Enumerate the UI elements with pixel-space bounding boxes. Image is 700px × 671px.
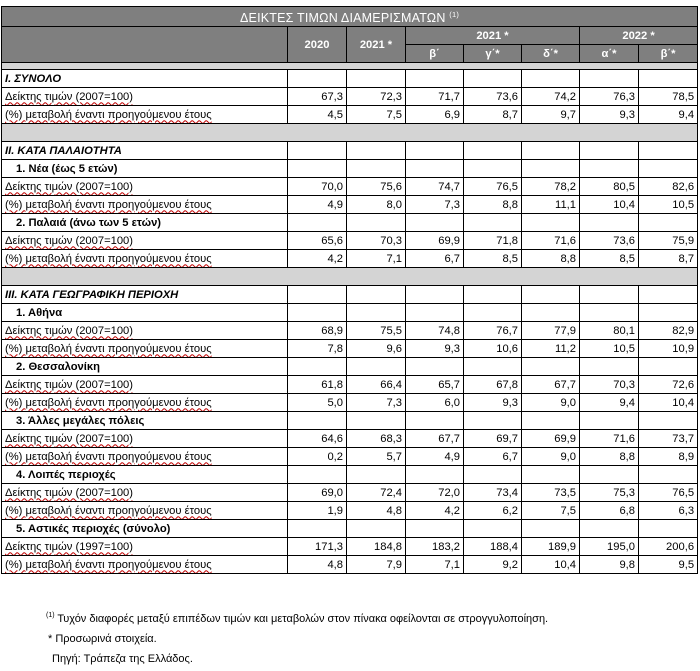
value-cell: 7,3 xyxy=(406,196,464,214)
value-cell: 76,5 xyxy=(464,178,522,196)
row-label xyxy=(2,232,288,250)
row-label-text: (%) μεταβολή έναντι προηγούμενου έτους xyxy=(5,504,212,517)
empty-cell xyxy=(639,520,698,538)
header-2020: 2020 xyxy=(288,27,347,63)
value-cell: 195,0 xyxy=(580,538,639,556)
subsection-title: 5. Αστικές περιοχές (σύνολο) xyxy=(2,520,288,538)
value-cell: 64,6 xyxy=(288,430,347,448)
header-2022-q2: β΄* xyxy=(639,45,698,63)
value-cell: 61,8 xyxy=(288,376,347,394)
value-cell: 76,7 xyxy=(464,322,522,340)
row-label xyxy=(2,322,288,340)
footnote-rounding-text: Τυχόν διαφορές μεταξύ επιπέδων τιμών και μεταβολών στον πίνακα οφείλονται σε στρογγυλοποίηση. xyxy=(57,613,549,625)
value-cell: 1,9 xyxy=(288,502,347,520)
value-cell: 4,9 xyxy=(288,196,347,214)
header-2022-q1: α΄* xyxy=(580,45,639,63)
value-cell: 82,9 xyxy=(639,322,698,340)
value-cell: 73,7 xyxy=(639,430,698,448)
value-cell: 70,0 xyxy=(288,178,347,196)
value-cell: 10,9 xyxy=(639,340,698,358)
empty-cell xyxy=(639,70,698,88)
price-index-row xyxy=(2,322,698,340)
empty-cell xyxy=(406,70,464,88)
empty-cell xyxy=(580,160,639,178)
value-cell: 5,0 xyxy=(288,394,347,412)
value-cell: 65,7 xyxy=(406,376,464,394)
value-cell: 66,4 xyxy=(347,376,406,394)
value-cell: 10,5 xyxy=(580,340,639,358)
value-cell: 74,2 xyxy=(522,88,580,106)
empty-cell xyxy=(522,70,580,88)
row-label xyxy=(2,178,288,196)
row-label xyxy=(2,430,288,448)
empty-cell xyxy=(347,304,406,322)
empty-cell xyxy=(406,520,464,538)
table-title xyxy=(2,7,698,27)
empty-cell xyxy=(464,412,522,430)
annual-change-row xyxy=(2,502,698,520)
row-label xyxy=(2,538,288,556)
value-cell: 9,3 xyxy=(406,340,464,358)
value-cell: 65,6 xyxy=(288,232,347,250)
annual-change-row xyxy=(2,448,698,466)
value-cell: 184,8 xyxy=(347,538,406,556)
value-cell: 73,6 xyxy=(580,232,639,250)
price-index-row xyxy=(2,232,698,250)
row-label-text: (%) μεταβολή έναντι προηγούμενου έτους xyxy=(5,108,212,121)
value-cell: 4,8 xyxy=(347,502,406,520)
empty-cell xyxy=(406,286,464,304)
empty-cell xyxy=(406,160,464,178)
empty-cell xyxy=(522,412,580,430)
section-spacer-cell xyxy=(2,63,698,70)
value-cell: 7,9 xyxy=(347,556,406,574)
header-row-1 xyxy=(2,27,698,45)
empty-cell xyxy=(288,466,347,484)
empty-cell xyxy=(639,160,698,178)
empty-cell xyxy=(347,358,406,376)
empty-cell xyxy=(580,304,639,322)
empty-cell xyxy=(288,358,347,376)
empty-cell xyxy=(288,412,347,430)
empty-cell xyxy=(522,358,580,376)
value-cell: 69,7 xyxy=(464,430,522,448)
row-label xyxy=(2,502,288,520)
value-cell: 71,8 xyxy=(464,232,522,250)
empty-cell xyxy=(288,160,347,178)
value-cell: 69,9 xyxy=(522,430,580,448)
row-label xyxy=(2,484,288,502)
empty-cell xyxy=(464,466,522,484)
value-cell: 72,6 xyxy=(639,376,698,394)
annual-change-row xyxy=(2,106,698,124)
value-cell: 7,5 xyxy=(347,106,406,124)
header-2021-q2: β΄ xyxy=(406,45,464,63)
empty-cell xyxy=(347,142,406,160)
value-cell: 9,0 xyxy=(522,394,580,412)
section-title: ΙΙΙ. ΚΑΤΑ ΓΕΩΓΡΑΦΙΚΗ ΠΕΡΙΟΧΗ xyxy=(2,286,288,304)
empty-cell xyxy=(347,286,406,304)
subsection-title: 2. Θεσσαλονίκη xyxy=(2,358,288,376)
empty-cell xyxy=(406,412,464,430)
empty-cell xyxy=(347,520,406,538)
empty-cell xyxy=(464,304,522,322)
header-2021-q3: γ΄* xyxy=(464,45,522,63)
value-cell: 67,3 xyxy=(288,88,347,106)
value-cell: 74,8 xyxy=(406,322,464,340)
value-cell: 75,3 xyxy=(580,484,639,502)
value-cell: 67,7 xyxy=(406,430,464,448)
row-label-text: Δείκτης τιμών (2007=100) xyxy=(5,378,134,391)
value-cell: 76,5 xyxy=(639,484,698,502)
empty-cell xyxy=(580,358,639,376)
row-label-text: (%) μεταβολή έναντι προηγούμενου έτους xyxy=(5,558,212,571)
empty-cell xyxy=(464,358,522,376)
value-cell: 10,4 xyxy=(639,394,698,412)
subsection-header-row xyxy=(2,466,698,484)
empty-cell xyxy=(406,214,464,232)
empty-cell xyxy=(639,412,698,430)
empty-cell xyxy=(288,142,347,160)
value-cell: 70,3 xyxy=(580,376,639,394)
value-cell: 4,9 xyxy=(406,448,464,466)
header-2021-q4: δ΄* xyxy=(522,45,580,63)
empty-cell xyxy=(639,214,698,232)
row-label-text: (%) μεταβολή έναντι προηγούμενου έτους xyxy=(5,198,212,211)
value-cell: 74,7 xyxy=(406,178,464,196)
empty-cell xyxy=(639,304,698,322)
row-label-text: (%) μεταβολή έναντι προηγούμενου έτους xyxy=(5,450,212,463)
value-cell: 7,1 xyxy=(406,556,464,574)
table-title-row xyxy=(2,7,698,27)
annual-change-row xyxy=(2,196,698,214)
value-cell: 7,8 xyxy=(288,340,347,358)
price-index-row xyxy=(2,430,698,448)
value-cell: 69,9 xyxy=(406,232,464,250)
empty-cell xyxy=(464,214,522,232)
value-cell: 80,1 xyxy=(580,322,639,340)
subsection-header-row xyxy=(2,412,698,430)
value-cell: 9,0 xyxy=(522,448,580,466)
subsection-header-row xyxy=(2,520,698,538)
value-cell: 200,6 xyxy=(639,538,698,556)
row-label-text: (%) μεταβολή έναντι προηγούμενου έτους xyxy=(5,252,212,265)
value-cell: 5,7 xyxy=(347,448,406,466)
section-header-row xyxy=(2,70,698,88)
value-cell: 70,3 xyxy=(347,232,406,250)
empty-cell xyxy=(406,304,464,322)
value-cell: 9,4 xyxy=(580,394,639,412)
value-cell: 183,2 xyxy=(406,538,464,556)
empty-cell xyxy=(347,160,406,178)
value-cell: 8,7 xyxy=(464,106,522,124)
annual-change-row xyxy=(2,250,698,268)
header-2021-annual: 2021 * xyxy=(347,27,406,63)
empty-cell xyxy=(406,142,464,160)
value-cell: 68,9 xyxy=(288,322,347,340)
value-cell: 73,6 xyxy=(464,88,522,106)
value-cell: 77,9 xyxy=(522,322,580,340)
empty-cell xyxy=(406,358,464,376)
section-spacer-cell xyxy=(2,268,698,286)
value-cell: 72,0 xyxy=(406,484,464,502)
value-cell: 10,4 xyxy=(522,556,580,574)
price-index-row xyxy=(2,88,698,106)
value-cell: 75,9 xyxy=(639,232,698,250)
value-cell: 9,7 xyxy=(522,106,580,124)
footnote-source: Πηγή: Τράπεζα της Ελλάδος. xyxy=(52,653,193,665)
subsection-header-row xyxy=(2,304,698,322)
value-cell: 0,2 xyxy=(288,448,347,466)
section-spacer-cell xyxy=(2,124,698,142)
value-cell: 6,2 xyxy=(464,502,522,520)
value-cell: 8,5 xyxy=(464,250,522,268)
section-header-row xyxy=(2,142,698,160)
value-cell: 7,5 xyxy=(522,502,580,520)
row-label xyxy=(2,376,288,394)
footnote-provisional: * Προσωρινά στοιχεία. xyxy=(48,633,157,645)
value-cell: 4,2 xyxy=(406,502,464,520)
row-label xyxy=(2,340,288,358)
value-cell: 8,9 xyxy=(639,448,698,466)
empty-cell xyxy=(288,70,347,88)
value-cell: 10,4 xyxy=(580,196,639,214)
empty-cell xyxy=(347,466,406,484)
empty-cell xyxy=(522,142,580,160)
empty-cell xyxy=(639,466,698,484)
empty-cell xyxy=(522,160,580,178)
value-cell: 10,5 xyxy=(639,196,698,214)
empty-cell xyxy=(522,286,580,304)
price-index-row xyxy=(2,538,698,556)
header-2021-quarters-group: 2021 * xyxy=(406,27,580,45)
value-cell: 8,0 xyxy=(347,196,406,214)
value-cell: 8,8 xyxy=(580,448,639,466)
value-cell: 8,7 xyxy=(639,250,698,268)
value-cell: 6,7 xyxy=(406,250,464,268)
value-cell: 6,9 xyxy=(406,106,464,124)
value-cell: 78,2 xyxy=(522,178,580,196)
empty-cell xyxy=(288,304,347,322)
annual-change-row xyxy=(2,394,698,412)
empty-cell xyxy=(464,520,522,538)
value-cell: 72,4 xyxy=(347,484,406,502)
empty-cell xyxy=(347,214,406,232)
value-cell: 75,5 xyxy=(347,322,406,340)
value-cell: 71,6 xyxy=(580,430,639,448)
empty-cell xyxy=(464,286,522,304)
header-2022-quarters-group: 2022 * xyxy=(580,27,698,45)
footnotes xyxy=(48,606,550,669)
value-cell: 6,3 xyxy=(639,502,698,520)
header-label-cell xyxy=(2,27,288,63)
value-cell: 67,8 xyxy=(464,376,522,394)
value-cell: 69,0 xyxy=(288,484,347,502)
value-cell: 9,2 xyxy=(464,556,522,574)
value-cell: 71,6 xyxy=(522,232,580,250)
value-cell: 8,5 xyxy=(580,250,639,268)
empty-cell xyxy=(464,70,522,88)
empty-cell xyxy=(464,142,522,160)
value-cell: 9,8 xyxy=(580,556,639,574)
row-label-text: Δείκτης τιμών (2007=100) xyxy=(5,486,134,499)
section-spacer-row xyxy=(2,63,698,70)
empty-cell xyxy=(639,358,698,376)
subsection-title: 2. Παλαιά (άνω των 5 ετών) xyxy=(2,214,288,232)
annual-change-row xyxy=(2,340,698,358)
section-title: Ι. ΣΥΝΟΛΟ xyxy=(2,70,288,88)
value-cell: 6,8 xyxy=(580,502,639,520)
value-cell: 6,7 xyxy=(464,448,522,466)
empty-cell xyxy=(406,466,464,484)
subsection-header-row xyxy=(2,160,698,178)
empty-cell xyxy=(580,142,639,160)
value-cell: 9,6 xyxy=(347,340,406,358)
section-spacer-row xyxy=(2,268,698,286)
empty-cell xyxy=(288,214,347,232)
value-cell: 73,5 xyxy=(522,484,580,502)
table-title-footnote-mark: (1) xyxy=(449,10,460,19)
value-cell: 11,1 xyxy=(522,196,580,214)
empty-cell xyxy=(580,520,639,538)
row-label xyxy=(2,106,288,124)
empty-cell xyxy=(580,214,639,232)
row-label-text: Δείκτης τιμών (2007=100) xyxy=(5,90,134,103)
empty-cell xyxy=(464,160,522,178)
section-header-row xyxy=(2,286,698,304)
row-label xyxy=(2,196,288,214)
table-title-text: ΔΕΙΚΤΕΣ ΤΙΜΩΝ ΔΙΑΜΕΡΙΣΜΑΤΩΝ xyxy=(240,11,446,25)
value-cell: 9,4 xyxy=(639,106,698,124)
section-title: ΙΙ. ΚΑΤΑ ΠΑΛΑΙΟΤΗΤΑ xyxy=(2,142,288,160)
row-label xyxy=(2,448,288,466)
empty-cell xyxy=(288,520,347,538)
value-cell: 7,1 xyxy=(347,250,406,268)
value-cell: 6,0 xyxy=(406,394,464,412)
subsection-title: 1. Νέα (έως 5 ετών) xyxy=(2,160,288,178)
value-cell: 9,3 xyxy=(580,106,639,124)
empty-cell xyxy=(580,286,639,304)
row-label xyxy=(2,556,288,574)
price-index-row xyxy=(2,376,698,394)
value-cell: 78,5 xyxy=(639,88,698,106)
row-label-text: Δείκτης τιμών (2007=100) xyxy=(5,180,134,193)
row-label xyxy=(2,88,288,106)
row-label xyxy=(2,394,288,412)
value-cell: 67,7 xyxy=(522,376,580,394)
value-cell: 9,5 xyxy=(639,556,698,574)
value-cell: 11,2 xyxy=(522,340,580,358)
empty-cell xyxy=(288,286,347,304)
empty-cell xyxy=(580,70,639,88)
empty-cell xyxy=(522,214,580,232)
empty-cell xyxy=(580,466,639,484)
empty-cell xyxy=(347,70,406,88)
subsection-header-row xyxy=(2,214,698,232)
value-cell: 9,3 xyxy=(464,394,522,412)
subsection-title: 3. Άλλες μεγάλες πόλεις xyxy=(2,412,288,430)
apartment-price-index-table xyxy=(1,6,698,574)
value-cell: 80,5 xyxy=(580,178,639,196)
row-label xyxy=(2,250,288,268)
value-cell: 189,9 xyxy=(522,538,580,556)
row-label-text: Δείκτης τιμών (2007=100) xyxy=(5,324,134,337)
empty-cell xyxy=(522,304,580,322)
row-label-text: (%) μεταβολή έναντι προηγούμενου έτους xyxy=(5,396,212,409)
value-cell: 8,8 xyxy=(464,196,522,214)
value-cell: 8,8 xyxy=(522,250,580,268)
value-cell: 68,3 xyxy=(347,430,406,448)
price-index-row xyxy=(2,178,698,196)
value-cell: 4,2 xyxy=(288,250,347,268)
value-cell: 7,3 xyxy=(347,394,406,412)
value-cell: 171,3 xyxy=(288,538,347,556)
value-cell: 76,3 xyxy=(580,88,639,106)
empty-cell xyxy=(639,286,698,304)
section-spacer-row xyxy=(2,124,698,142)
empty-cell xyxy=(580,412,639,430)
value-cell: 72,3 xyxy=(347,88,406,106)
row-label-text: Δείκτης τιμών (2007=100) xyxy=(5,432,134,445)
value-cell: 73,4 xyxy=(464,484,522,502)
empty-cell xyxy=(522,520,580,538)
price-index-row xyxy=(2,484,698,502)
value-cell: 4,5 xyxy=(288,106,347,124)
value-cell: 71,7 xyxy=(406,88,464,106)
empty-cell xyxy=(347,412,406,430)
subsection-header-row xyxy=(2,358,698,376)
subsection-title: 4. Λοιπές περιοχές xyxy=(2,466,288,484)
footnote-rounding xyxy=(46,606,548,629)
value-cell: 10,6 xyxy=(464,340,522,358)
empty-cell xyxy=(639,142,698,160)
row-label-text: (%) μεταβολή έναντι προηγούμενου έτους xyxy=(5,342,212,355)
subsection-title: 1. Αθήνα xyxy=(2,304,288,322)
row-label-text: Δείκτης τιμών (1997=100) xyxy=(5,540,134,553)
empty-cell xyxy=(522,466,580,484)
footnote-rounding-mark: (1) xyxy=(46,612,55,619)
annual-change-row xyxy=(2,556,698,574)
value-cell: 75,6 xyxy=(347,178,406,196)
value-cell: 4,8 xyxy=(288,556,347,574)
value-cell: 82,6 xyxy=(639,178,698,196)
row-label-text: Δείκτης τιμών (2007=100) xyxy=(5,234,134,247)
value-cell: 188,4 xyxy=(464,538,522,556)
